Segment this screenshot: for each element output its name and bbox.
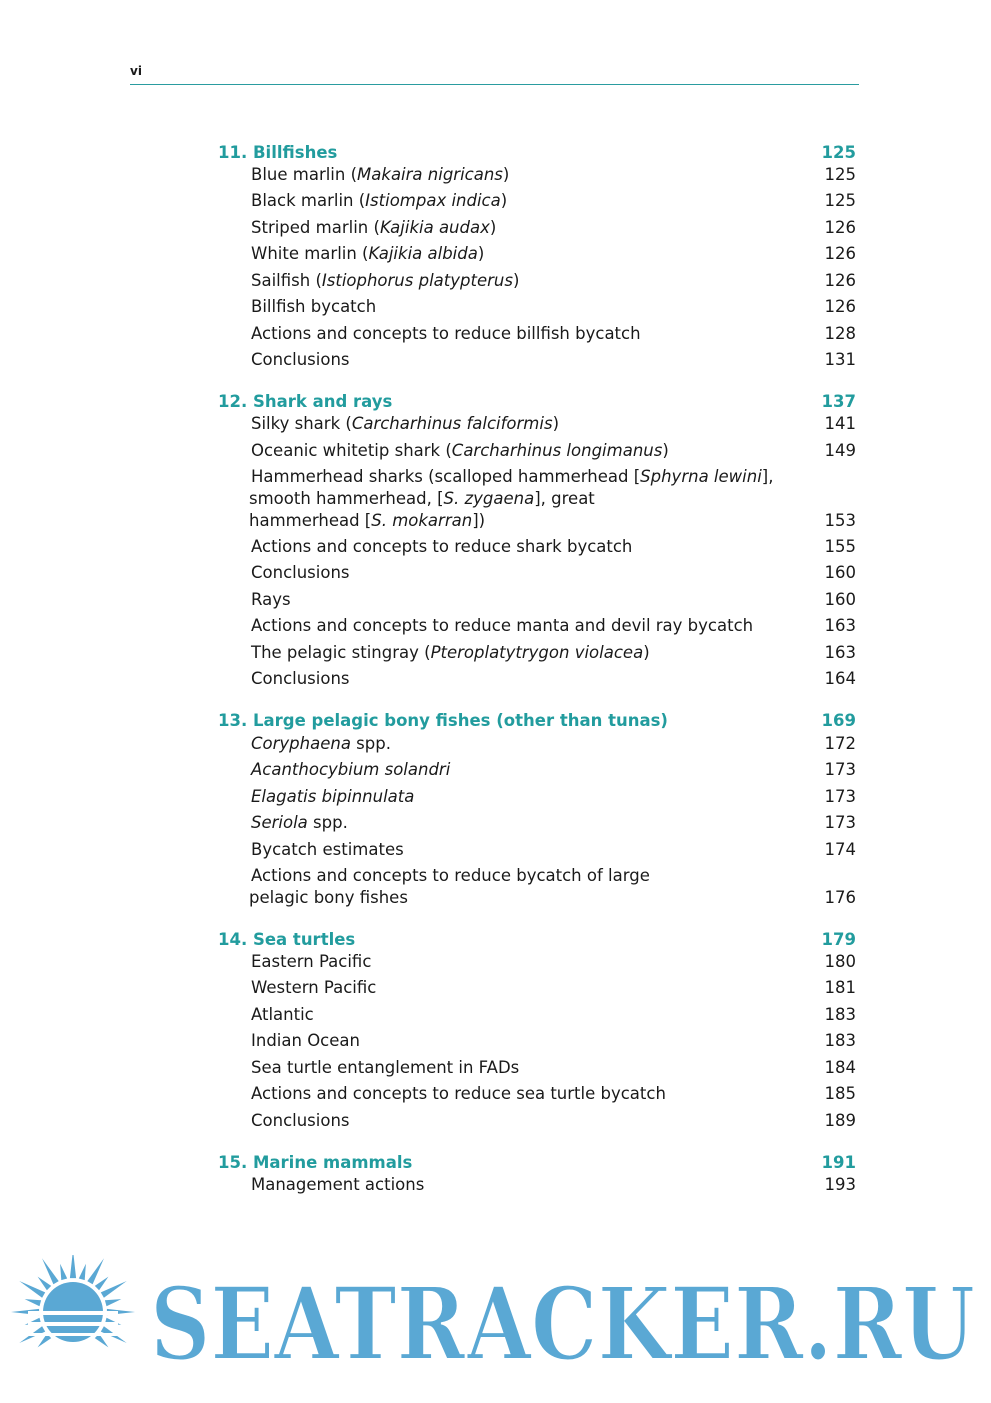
entry-species-name: Kajikia albida (368, 244, 478, 263)
entry-text: ) (502, 165, 510, 184)
entry-page-number: 173 (824, 813, 856, 832)
toc-entry[interactable] (251, 668, 856, 690)
entry-page-number: 173 (824, 787, 856, 806)
entry-title (251, 589, 856, 611)
chapter-title[interactable]: 15. Marine mammals (218, 1153, 413, 1172)
entry-page-number: 126 (824, 244, 856, 263)
entry-species-name: Elagatis bipinnulata (251, 787, 415, 806)
toc-entry[interactable] (251, 733, 856, 755)
watermark-text: SEATRACKER.RU (150, 1265, 975, 1375)
entry-text: Billfish bycatch (251, 297, 377, 316)
entry-species-name: Kajikia audax (379, 218, 490, 237)
toc-entry[interactable] (251, 243, 856, 265)
toc-entry[interactable] (251, 589, 856, 611)
entry-text: Silky shark ( (251, 414, 352, 433)
entry-page-number: 131 (824, 350, 856, 369)
sun-ray (42, 1258, 59, 1284)
toc-entry[interactable] (251, 1110, 856, 1132)
entry-text: Indian Ocean (251, 1031, 360, 1050)
entry-title (251, 865, 856, 909)
entry-page-number: 153 (824, 511, 856, 530)
entry-title (251, 164, 856, 186)
entry-text: Actions and concepts to reduce shark bycatch (251, 537, 633, 556)
entry-title (251, 296, 856, 318)
entry-text: Oceanic whitetip shark ( (251, 441, 452, 460)
entry-title (251, 812, 856, 834)
entry-species-name: Coryphaena (251, 734, 351, 753)
toc-entry[interactable] (251, 323, 856, 345)
sun-ray (95, 1277, 109, 1291)
toc-entry[interactable] (251, 1004, 856, 1026)
entry-page-number: 125 (824, 165, 856, 184)
entry-text: Conclusions (251, 1111, 350, 1130)
entry-text: Management actions (251, 1175, 425, 1194)
entry-title (251, 786, 856, 808)
toc-entry[interactable] (251, 413, 856, 435)
entry-page-number: 126 (824, 271, 856, 290)
entry-page-number: 141 (824, 414, 856, 433)
entry-page-number: 160 (824, 590, 856, 609)
entry-text: ], (761, 467, 774, 486)
entry-title (251, 536, 856, 558)
entry-text: Sailfish ( (251, 271, 322, 290)
toc-entry[interactable] (251, 951, 856, 973)
entry-species-name: Makaira nigricans (357, 165, 503, 184)
toc-entry[interactable] (251, 839, 856, 861)
chapter-title[interactable]: 14. Sea turtles (218, 930, 356, 949)
toc-entry[interactable] (251, 440, 856, 462)
entry-title (251, 1174, 856, 1196)
chapter-page-number[interactable]: 191 (821, 1153, 856, 1172)
entry-page-number: 172 (824, 734, 856, 753)
entry-page-number: 180 (824, 952, 856, 971)
entry-text: ) (643, 643, 650, 662)
toc-entry[interactable] (251, 865, 856, 909)
entry-text: Actions and concepts to reduce manta and devil ray bycatch (251, 616, 754, 635)
entry-title (251, 977, 856, 999)
toc-entry[interactable] (251, 1057, 856, 1079)
toc-entry[interactable] (251, 562, 856, 584)
entry-page-number: 183 (824, 1031, 856, 1050)
toc-entry[interactable] (251, 759, 856, 781)
entry-title (251, 1030, 856, 1052)
watermark (0, 1255, 991, 1375)
entry-line: pelagic bony fishes (249, 888, 408, 907)
entry-text: Conclusions (251, 669, 350, 688)
toc-entry[interactable] (251, 642, 856, 664)
entry-title (251, 1110, 856, 1132)
chapter-page-number[interactable]: 169 (821, 711, 856, 730)
entry-text: ]) (472, 511, 486, 530)
entry-page-number: 125 (824, 191, 856, 210)
entry-text: ) (477, 244, 485, 263)
entry-text: ) (512, 271, 520, 290)
entry-title (251, 1083, 856, 1105)
sun-ray (70, 1255, 76, 1278)
sun-ray (25, 1299, 41, 1306)
toc-entry[interactable] (251, 296, 856, 318)
entry-text: smooth hammerhead, [ (249, 489, 444, 508)
entry-text: ) (500, 191, 508, 210)
entry-text: Conclusions (251, 350, 350, 369)
entry-title (251, 349, 856, 371)
entry-page-number: 128 (824, 324, 856, 343)
entry-text: Hammerhead sharks (scalloped hammerhead [ (251, 467, 641, 486)
chapter-title[interactable]: 13. Large pelagic bony fishes (other than tunas) (218, 711, 668, 730)
entry-title (251, 270, 856, 292)
toc-entry[interactable] (251, 270, 856, 292)
entry-text: Bycatch estimates (251, 840, 404, 859)
entry-page-number: 174 (824, 840, 856, 859)
entry-text: Actions and concepts to reduce sea turtle bycatch (251, 1084, 666, 1103)
sun-ray (38, 1277, 52, 1291)
entry-title (251, 839, 856, 861)
entry-text: ) (552, 414, 559, 433)
chapter-page-number[interactable]: 125 (821, 143, 856, 162)
toc-entry[interactable] (251, 1174, 856, 1196)
entry-title (251, 642, 856, 664)
entry-text: Conclusions (251, 563, 350, 582)
entry-species-name: Pteroplatytrygon violacea (430, 643, 644, 662)
entry-page-number: 163 (824, 616, 856, 635)
entry-title (251, 1004, 856, 1026)
entry-species-name: S. mokarran (371, 511, 473, 530)
entry-text: The pelagic stingray ( (251, 643, 431, 662)
toc-entry[interactable] (251, 977, 856, 999)
chapter-title[interactable]: 11. Billfishes (218, 143, 338, 162)
sun-ray (105, 1299, 121, 1306)
toc-entry[interactable] (251, 786, 856, 808)
sun-ray (19, 1281, 45, 1298)
entry-title (251, 413, 856, 435)
entry-title (251, 243, 856, 265)
entry-title (251, 951, 856, 973)
toc-entry[interactable] (251, 1030, 856, 1052)
entry-text: Actions and concepts to reduce billfish bycatch (251, 324, 641, 343)
entry-text: Striped marlin ( (251, 218, 380, 237)
entry-text: spp. (350, 734, 391, 753)
sun-ray (101, 1281, 127, 1298)
entry-text: ], great (534, 489, 595, 508)
sun-ray (79, 1264, 86, 1280)
entry-text: Sea turtle entanglement in FADs (251, 1058, 520, 1077)
entry-text: White marlin ( (251, 244, 369, 263)
entry-text: Eastern Pacific (251, 952, 372, 971)
entry-page-number: 155 (824, 537, 856, 556)
entry-page-number: 193 (824, 1175, 856, 1194)
entry-title (251, 323, 856, 345)
entry-page-number: 189 (824, 1111, 856, 1130)
toc-entry[interactable] (251, 164, 856, 186)
entry-page-number: 184 (824, 1058, 856, 1077)
entry-text: spp. (307, 813, 348, 832)
entry-species-name: S. zygaena (443, 489, 535, 508)
entry-text: hammerhead [ (249, 511, 372, 530)
entry-line (251, 466, 856, 488)
entry-title (251, 190, 856, 212)
entry-page-number: 163 (824, 643, 856, 662)
entry-page-number: 185 (824, 1084, 856, 1103)
entry-page-number: 181 (824, 978, 856, 997)
chapter-title[interactable]: 12. Shark and rays (218, 392, 393, 411)
entry-text: Atlantic (251, 1005, 314, 1024)
entry-species-name: Carcharhinus falciformis (351, 414, 553, 433)
entry-title (251, 733, 856, 755)
entry-page-number: 126 (824, 218, 856, 237)
toc-entry[interactable] (251, 466, 856, 532)
toc-entry[interactable] (251, 1083, 856, 1105)
sun-ray (60, 1264, 67, 1280)
entry-title (251, 217, 856, 239)
running-page-number: vi (130, 64, 142, 78)
entry-line (249, 488, 856, 510)
entry-title (251, 615, 856, 637)
entry-species-name: Seriola (251, 813, 308, 832)
entry-title (251, 668, 856, 690)
sun-burst-icon (11, 1255, 135, 1347)
entry-page-number: 176 (824, 888, 856, 907)
toc-entry[interactable] (251, 615, 856, 637)
entry-text: Blue marlin ( (251, 165, 358, 184)
entry-title (251, 562, 856, 584)
entry-species-name: Carcharhinus longimanus (451, 441, 663, 460)
entry-line: Actions and concepts to reduce bycatch of large (251, 866, 650, 885)
entry-title (251, 1057, 856, 1079)
entry-species-name: Istiophorus platypterus (321, 271, 513, 290)
entry-title (251, 440, 856, 462)
entry-text: Black marlin ( (251, 191, 366, 210)
entry-page-number: 173 (824, 760, 856, 779)
chapter-page-number[interactable]: 179 (821, 930, 856, 949)
entry-title (251, 759, 856, 781)
entry-text: Rays (251, 590, 291, 609)
entry-page-number: 164 (824, 669, 856, 688)
entry-species-name: Istiompax indica (365, 191, 501, 210)
entry-line (249, 510, 856, 532)
entry-text: ) (662, 441, 669, 460)
entry-species-name: Acanthocybium solandri (251, 760, 451, 779)
entry-text: Western Pacific (251, 978, 377, 997)
toc-entry[interactable] (251, 217, 856, 239)
entry-page-number: 126 (824, 297, 856, 316)
entry-page-number: 160 (824, 563, 856, 582)
toc-entry[interactable] (251, 536, 856, 558)
sun-ray (87, 1258, 104, 1284)
toc-entry[interactable] (251, 349, 856, 371)
chapter-page-number[interactable]: 137 (821, 392, 856, 411)
entry-page-number: 149 (824, 441, 856, 460)
toc-entry[interactable] (251, 190, 856, 212)
entry-title (251, 466, 856, 532)
entry-page-number: 183 (824, 1005, 856, 1024)
entry-species-name: Sphyrna lewini (640, 467, 762, 486)
toc-entry[interactable] (251, 812, 856, 834)
entry-text: ) (489, 218, 497, 237)
